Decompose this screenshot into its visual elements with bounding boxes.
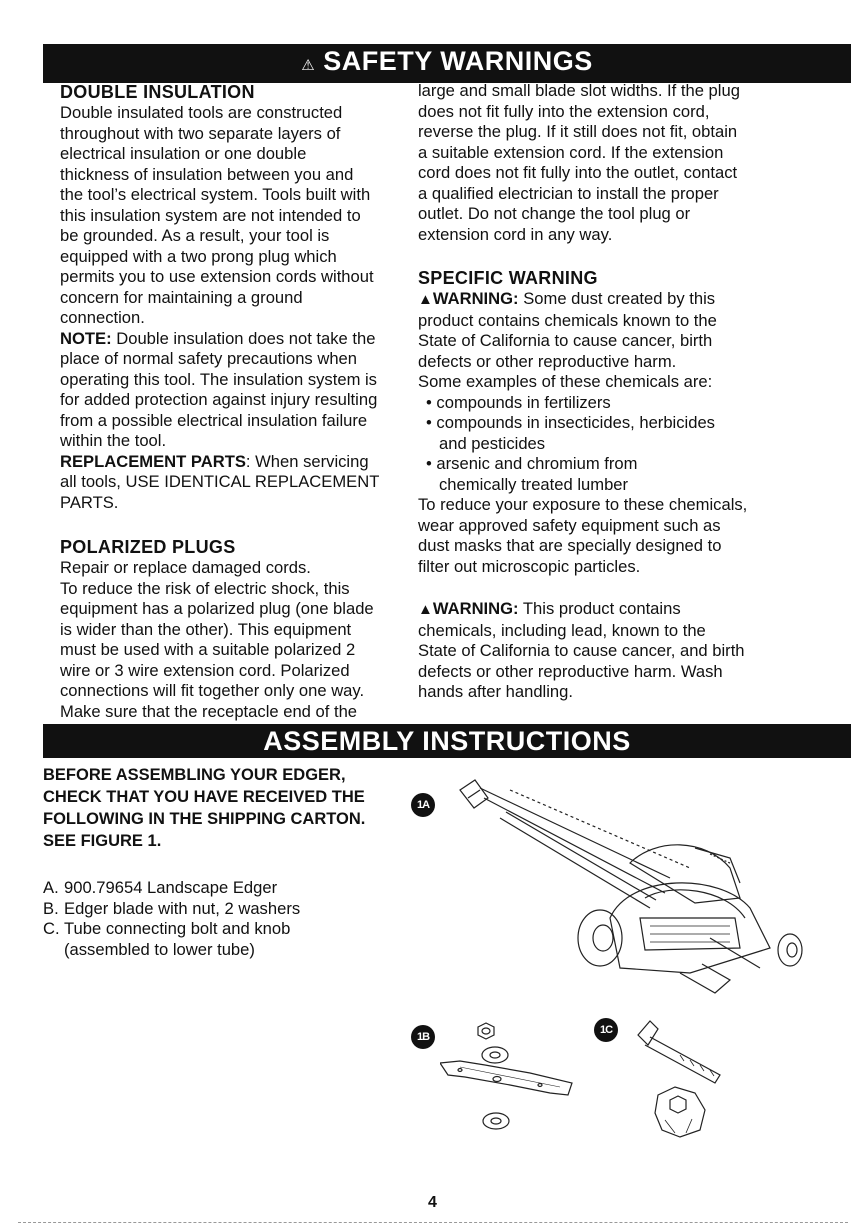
replacement-parts-label: REPLACEMENT PARTS (60, 451, 246, 471)
parts-list-item: A. 900.79654 Landscape Edger (43, 878, 278, 897)
figure-label-1a: 1A (411, 793, 435, 817)
specific-warning-heading: SPECIFIC WARNING (418, 268, 598, 288)
polarized-plugs-continued: large and small blade slot widths. If the plug does not fit fully into the extension cord, reverse the plug. If it still does not fit, obtain a suitable extension cord. If the extension cord does not fit fully into the outlet, contact a qualified electrician to install the proper outlet. Do not change the tool plug or extension cord in any way. (418, 81, 740, 244)
safety-left-column (60, 81, 380, 743)
figure-label-1c: 1C (594, 1018, 618, 1042)
double-insulation-body: Double insulated tools are constructed throughout with two separate layers of electrical insulation or one double thickness of insulation between you and the tool’s electrical system. Tools built with this insulation system are not intended to be grounded. As a result, your tool is equipped with a two prong plug which permits you to use extension cords without concern for maintaining a ground connection. (60, 103, 374, 327)
polarized-plugs-body: To reduce the risk of electric shock, this equipment has a polarized plug (one blade is wider than the other). This equipment must be used with a suitable polarized 2 wire or 3 wire extension cord. Polarized connections will fit together only one way. Make sure that the receptacle end of the (60, 578, 374, 721)
safety-warnings-banner (43, 44, 851, 83)
bullet-item: • compounds in fertilizers (426, 392, 611, 412)
bullet-continuation: chemically treated lumber (439, 474, 629, 494)
polarized-plugs-heading: POLARIZED PLUGS (60, 537, 236, 557)
warning-triangle-icon: ▲ (418, 601, 433, 618)
page-number: 4 (428, 1194, 437, 1211)
assembly-instructions-banner (43, 724, 851, 758)
assembly-instructions-title: ASSEMBLY INSTRUCTIONS (263, 726, 631, 756)
note-text: Double insulation does not take the place of normal safety precautions when operating this tool. The insulation system is for added protection against injury resulting from a possible electrical insulation failure within the tool. (60, 328, 378, 450)
warning-2-label: WARNING: (432, 599, 519, 618)
bullet-continuation: and pesticides (439, 433, 546, 453)
bullet-item: • compounds in insecticides, herbicides (426, 413, 715, 432)
warning-triangle-icon: ⚠ (301, 57, 316, 74)
bolt-and-knob-illustration (620, 1015, 730, 1145)
blade-nut-washers-illustration (440, 1015, 590, 1145)
warning-1-text: Some dust created by this product contains chemicals known to the State of California to cause cancer, birth defects or other reproductive harm. (418, 289, 717, 371)
note-label: NOTE: (60, 328, 112, 348)
polarized-plugs-line1: Repair or replace damaged cords. (60, 558, 311, 577)
replacement-parts-paragraph (60, 452, 380, 514)
note-paragraph (60, 329, 380, 452)
double-insulation-heading: DOUBLE INSULATION (60, 82, 255, 102)
parts-list-item: C. Tube connecting bolt and knob (43, 919, 291, 938)
assembly-text (43, 764, 373, 960)
warning-1-paragraph (418, 289, 748, 372)
parts-list-item: B. Edger blade with nut, 2 washers (43, 898, 301, 918)
examples-intro: Some examples of these chemicals are: (418, 372, 713, 391)
assembly-intro: BEFORE ASSEMBLING YOUR EDGER, CHECK THAT YOU HAVE RECEIVED THE FOLLOWING IN THE SHIPPING CARTON. SEE FIGURE 1. (43, 766, 366, 850)
warning-2-paragraph (418, 599, 748, 703)
bottom-rule (18, 1222, 848, 1223)
reduce-exposure-text: To reduce your exposure to these chemicals, wear approved safety equipment such as dust masks that are specially designed to filter out microscopic particles. (418, 495, 748, 576)
figure-label-1b: 1B (411, 1025, 435, 1049)
bullet-item: • arsenic and chromium from (426, 454, 638, 473)
safety-warnings-title: SAFETY WARNINGS (323, 46, 593, 76)
warning-triangle-icon: ▲ (418, 291, 433, 308)
warning-1-label: WARNING: (432, 289, 519, 308)
parts-list-item: (assembled to lower tube) (64, 939, 255, 959)
replacement-parts-text: : When servicing all tools, USE IDENTICAL REPLACEMENT PARTS. (60, 451, 380, 512)
safety-right-column (418, 81, 748, 703)
warning-2-text: This product contains chemicals, including lead, known to the State of California to cause cancer, and birth defects or other reproductive harm. Wash hands after handling. (418, 599, 745, 701)
edger-illustration (440, 768, 840, 998)
